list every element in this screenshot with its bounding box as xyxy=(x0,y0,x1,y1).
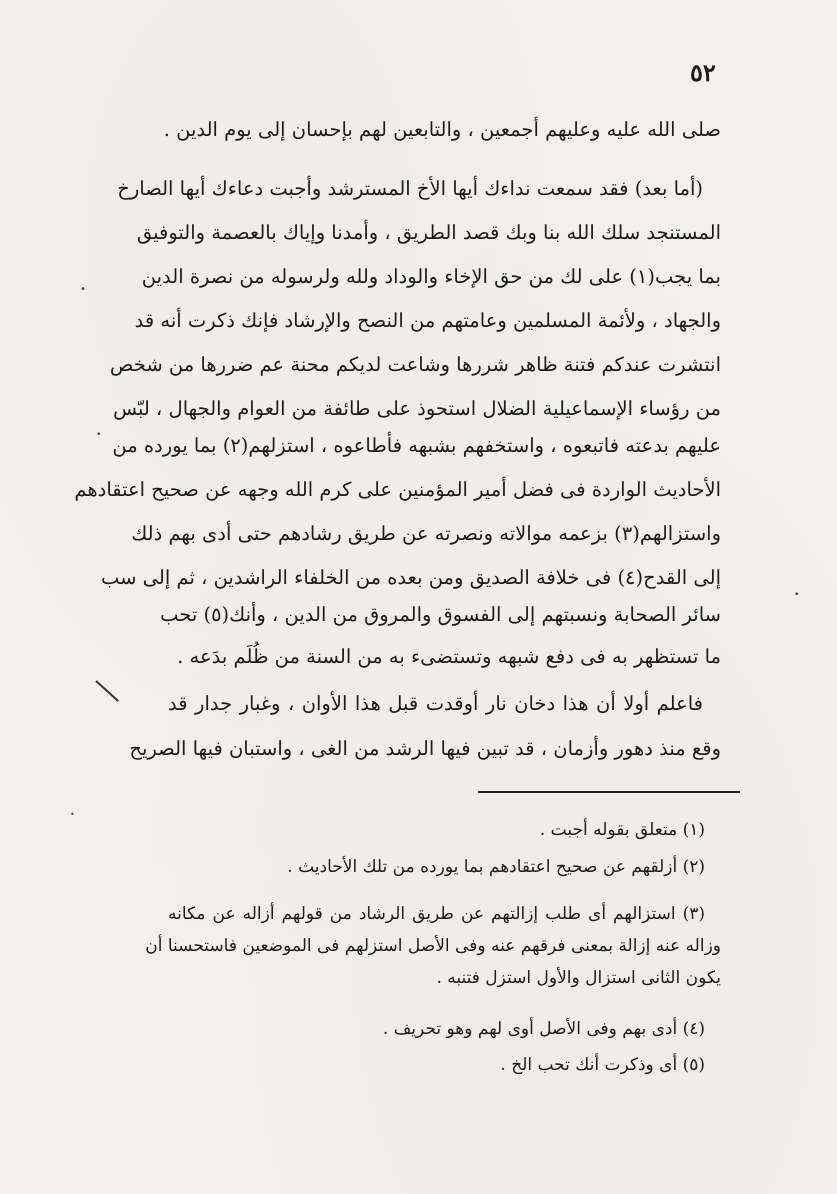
footnote-divider xyxy=(478,791,740,793)
text-line: ما تستظهر به فى دفع شبهه وتستضىء به من السنة من ظُلَم بدَعه . xyxy=(177,645,721,668)
text-line: (أما بعد) فقد سمعت نداءك أيها الأخ المسترشد وأجبت دعاءك أيها الصارخ xyxy=(117,177,703,200)
scan-dot: • xyxy=(80,284,86,295)
text-line: المستنجد سلك الله بنا وبك قصد الطريق ، وأمدنا وإياك بالعصمة والتوفيق xyxy=(136,221,721,244)
footnote: (٥) أى وذكرت أنك تحب الخ . xyxy=(500,1055,705,1075)
footnote: (٤) أدى بهم وفى الأصل أوى لهم وهو تحريف . xyxy=(382,1019,705,1039)
footnote: (٣) استزالهم أى طلب إزالتهم عن طريق الرشاد من قولهم أزاله عن مكانه xyxy=(168,904,705,924)
scan-dot: • xyxy=(70,810,75,819)
text-line: إلى القدح(٤) فى خلافة الصديق ومن بعده من الخلفاء الراشدين ، ثم إلى سب xyxy=(100,566,721,589)
text-line: وقع منذ دهور وأزمان ، قد تبين فيها الرشد من الغى ، واستبان فيها الصريح xyxy=(129,737,721,760)
page-number: ٥٢ xyxy=(690,58,716,87)
text-line: الأحاديث الواردة فى فضل أمير المؤمنين على كرم الله وجهه عن صحيح اعتقادهم xyxy=(74,478,721,501)
text-line: والجهاد ، ولأئمة المسلمين وعامتهم من النصح والإرشاد فإنك ذكرت أنه قد xyxy=(134,309,721,332)
footnote: يكون الثانى استزال والأول استزل فتنبه . xyxy=(436,968,721,988)
scan-dot: • xyxy=(96,430,102,440)
text-line: فاعلم أولا أن هذا دخان نار أوقدت قبل هذا الأوان ، وغبار جدار قد xyxy=(168,692,703,715)
text-line: انتشرت عندكم فتنة ظاهر شررها وشاعت لديكم محنة عم ضررها من شخص xyxy=(109,353,721,376)
scan-mark xyxy=(95,680,119,702)
footnote: وزاله عنه إزالة بمعنى فرقهم عنه وفى الأصل استزلهم فى الموضعين فاستحسنا أن xyxy=(145,936,721,956)
footnote: (٢) أزلقهم عن صحيح اعتقادهم بما يورده من تلك الأحاديث . xyxy=(287,857,705,877)
footnote: (١) متعلق بقوله أجبت . xyxy=(539,820,705,840)
text-line: بما يجب(١) على لك من حق الإخاء والوداد ولله ولرسوله من نصرة الدين xyxy=(141,265,721,288)
text-line: سائر الصحابة ونسبتهم إلى الفسوق والمروق من الدين ، وأنك(٥) تحب xyxy=(160,603,721,626)
text-line: عليهم بدعته فاتبعوه ، واستخفهم بشبهه فأطاعوه ، استزلهم(٢) بما يورده من xyxy=(112,434,721,457)
text-line: واستزالهم(٣) بزعمه موالاته ونصرته عن طريق رشادهم حتى أدى بهم ذلك xyxy=(131,522,721,545)
text-line: من رؤساء الإسماعيلية الضلال استحوذ على طائفة من العوام والجهال ، لبّس xyxy=(113,397,721,420)
scan-dot: • xyxy=(794,590,800,600)
text-line: صلى الله عليه وعليهم أجمعين ، والتابعين لهم بإحسان إلى يوم الدين . xyxy=(163,118,721,141)
